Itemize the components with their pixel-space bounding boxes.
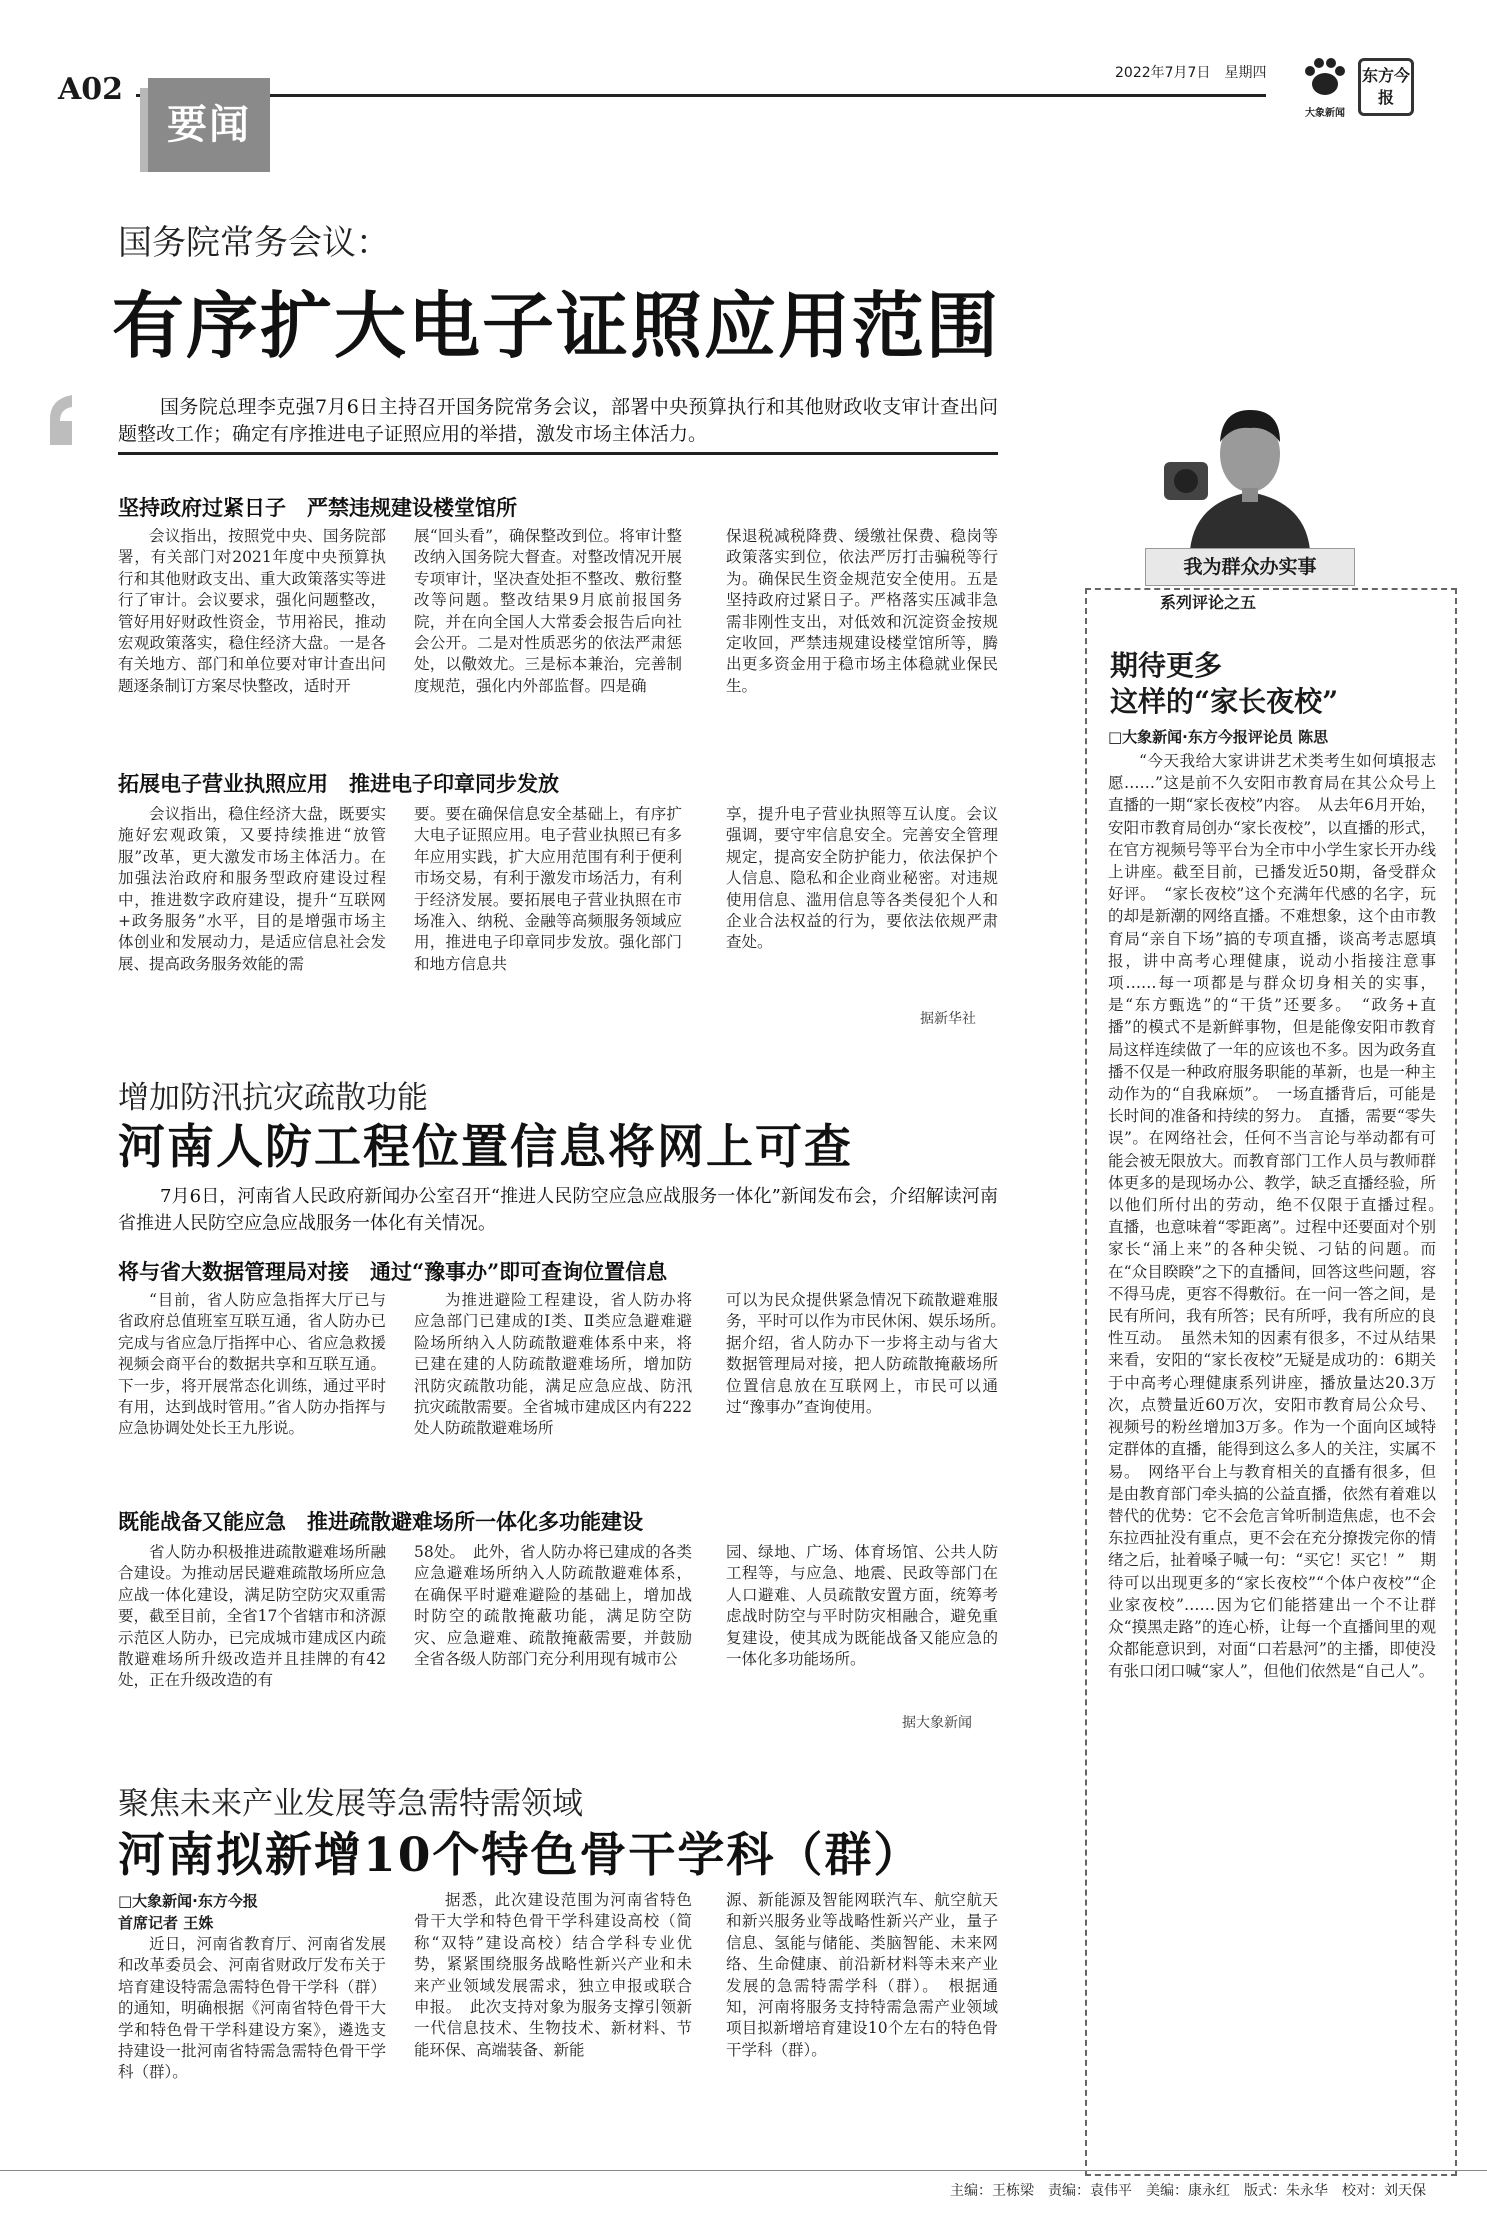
editor-credits: 主编：王栋梁 责编：袁伟平 美编：康永红 版式：朱永华 校对：刘天保 bbox=[950, 2183, 1426, 2199]
article2-sub1-col2: 为推进避险工程建设，省人防办将应急部门已建成的Ⅰ类、Ⅱ类应急避难避险场所纳入人防疏散避难体系中来，将已建在建的人防疏散避难场所，增加防汛防灾疏散功能，满足应急应战、防汛抗灾疏散需要。全省城市建成区内有222处人防疏散避难场所 bbox=[414, 1291, 692, 1438]
article2-source: 据大象新闻 bbox=[902, 1715, 972, 1731]
article1-sub1: 坚持政府过紧日子 严禁违规建设楼堂馆所 bbox=[118, 495, 517, 520]
article3-reporter: 首席记者 王姝 bbox=[118, 1914, 214, 1932]
sidebar-headline-line1: 期待更多 bbox=[1110, 649, 1223, 682]
article2-kicker: 增加防汛抗灾疏散功能 bbox=[118, 1080, 428, 1116]
article3-col2: 据悉，此次建设范围为河南省特色骨干大学和特色骨干学科建设高校（简称“双特”建设高校）结合学科专业优势，紧紧围绕服务战略性新兴产业和未来产业领域发展需求，独立申报或联合申报。 此次支持对象为服务支撑引领新一代信息技术、生物技术、新材料、节能环保、高端装备、新能 bbox=[414, 1891, 692, 2059]
daxiang-logo-text: 大象新闻 bbox=[1305, 108, 1345, 119]
footer-rule bbox=[0, 2170, 1487, 2171]
article2-sub1: 将与省大数据管理局对接 通过“豫事办”即可查询位置信息 bbox=[118, 1259, 668, 1284]
daxiang-logo bbox=[1300, 56, 1350, 119]
issue-date: 2022年7月7日 星期四 bbox=[1115, 65, 1267, 81]
article2-sub2-col1: 省人防办积极推进疏散避难场所融合建设。为推动居民避难疏散场所应急应战一体化建设，满足防空防灾双重需要，截至目前，全省17个省辖市和济源示范区人防办，已完成城市建成区内疏散避难场所升级改造并且挂牌的有42处，正在升级改造的有 bbox=[118, 1543, 386, 1690]
sidebar-byline: □大象新闻·东方今报评论员 陈思 bbox=[1108, 728, 1329, 746]
sidebar-headline bbox=[1110, 648, 1338, 720]
article3-col1: 近日，河南省教育厅、河南省发展和改革委员会、河南省财政厅发布关于培育建设特需急需特色骨干学科（群）的通知，明确根据《河南省特色骨干大学和特色骨干学科建设方案》，遴选支持建设一批河南省特需急需特色骨干学科（群）。 bbox=[118, 1935, 386, 2082]
article1-source: 据新华社 bbox=[920, 1011, 976, 1027]
page-number: A02 bbox=[58, 72, 124, 107]
article1-lead: 国务院总理李克强7月6日主持召开国务院常务会议，部署中央预算执行和其他财政收支审计查出问题整改工作；确定有序推进电子证照应用的举措，激发市场主体活力。 bbox=[118, 396, 998, 445]
article2-sub2-col2: 58处。 此外，省人防办将已建成的各类应急避难场所纳入人防疏散避难体系，在确保平时避难避险的基础上，增加战时防空的疏散掩蔽功能，满足防空防灾、应急避难、疏散掩蔽需要，并鼓励全省各级人防部门充分利用现有城市公 bbox=[414, 1543, 692, 1669]
article1-sub2-col2: 要。要在确保信息安全基础上，有序扩大电子证照应用。电子营业执照已有多年应用实践，扩大应用范围有利于便利市场交易，有利于激发市场活力，有利于经济发展。要拓展电子营业执照在市场准入、纳税、金融等高频服务领域应用，推进电子印章同步发放。强化部门和地方信息共 bbox=[414, 805, 682, 973]
article3-kicker: 聚焦未来产业发展等急需特需领域 bbox=[118, 1786, 583, 1822]
section-tab: 要闻 bbox=[148, 78, 270, 172]
article2-sub2-col3: 园、绿地、广场、体育场馆、公共人防工程等，与应急、地震、民政等部门在人口避难、人员疏散安置方面，统筹考虑战时防空与平时防灾相融合，避免重复建设，使其成为既能战备又能应急的一体化多功能场所。 bbox=[726, 1543, 998, 1669]
columnist-photo bbox=[1150, 392, 1350, 550]
sidebar-body: “今天我给大家讲讲艺术类考生如何填报志愿……”这是前不久安阳市教育局在其公众号上直播的一期“家长夜校”内容。 从去年6月开始，安阳市教育局创办“家长夜校”，以直播的形式，在官方视频号等平台为全市中小学生家长开办线上讲座。截至目前，已播发近50期，备受群众好评。 “家长夜校”这个充满年代感的名字，玩的却是新潮的网络直播。不难想象，这个由市教育局“亲自下场”搞的专项直播，谈高考志愿填报，讲中高考心理健康，说动小指接注意事项……每一项都是与群众切身相关的实事，是“东方甄选”的“干货”还要多。 “政务+直播”的模式不是新鲜事物，但是能像安阳市教育局这样连续做了一年的应该也不多。因为政务直播不仅是一种政府服务职能的革新，也是一种主动作为的“自我麻烦”。 一场直播背后，可能是长时间的准备和持续的努力。 直播，需要“零失误”。在网络社会，任何不当言论与举动都有可能会被无限放大。而教育部门工作人员与教师群体更多的是现场办公、教学，缺乏直播经验，所以他们所付出的劳动，绝不仅限于直播过程。 直播，也意味着“零距离”。过程中还要面对个别家长“涌上来”的各种尖锐、刁钻的问题。而在“众目睽睽”之下的直播间，回答这些问题，容不得马虎，更容不得敷衍。在一问一答之间，是民有所问，我有所答；民有所呼，我有所应的良性互动。 虽然未知的因素有很多，不过从结果来看，安阳的“家长夜校”无疑是成功的：6期关于中高考心理健康系列讲座，播放量达20.3万次，点赞量近60万次，安阳市教育局公众号、视频号的粉丝增加3万多。作为一个面向区域特定群体的直播，能得到这么多人的关注，实属不易。 网络平台上与教育相关的直播有很多，但是由教育部门牵头搞的公益直播，依然有着难以替代的优势：它不会危言耸听制造焦虑，也不会东拉西扯没有重点，更不会在充分撩拨完你的情绪之后，扯着嗓子喊一句：“买它！买它！” 期待可以出现更多的“家长夜校”“个体户夜校”“企业家夜校”……因为它们能搭建出一个不让群众“摸黑走路”的连心桥，让每一个直播间里的观众都能意识到，对面“口若悬河”的主播，即使没有张口闭口喊“家人”，但他们依然是“自己人”。 bbox=[1108, 752, 1452, 1681]
article1-sub2: 拓展电子营业执照应用 推进电子印章同步发放 bbox=[118, 771, 559, 796]
article2-headline: 河南人防工程位置信息将网上可查 bbox=[118, 1120, 853, 1175]
article2-lead: 7月6日，河南省人民政府新闻办公室召开“推进人民防空应急应战服务一体化”新闻发布会，介绍解读河南省推进人民防空应急应战服务一体化有关情况。 bbox=[118, 1186, 998, 1234]
header-rule bbox=[136, 94, 1266, 97]
article3-headline: 河南拟新增10个特色骨干学科（群） bbox=[118, 1828, 923, 1883]
column-series: 系列评论之五 bbox=[1160, 593, 1257, 612]
quote-icon bbox=[50, 395, 100, 445]
column-title-badge: 我为群众办实事 bbox=[1145, 548, 1355, 586]
article1-sub1-col3: 保退税减税降费、缓缴社保费、稳岗等政策落实到位，依法严厉打击骗税等行为。确保民生资金规范安全使用。五是坚持政府过紧日子。严格落实压减非急需非刚性支出，对低效和沉淀资金按规定收回，严禁违规建设楼堂馆所等，腾出更多资金用于稳市场主体稳就业保民生。 bbox=[726, 527, 998, 695]
article1-headline: 有序扩大电子证照应用范围 bbox=[112, 283, 1001, 368]
article1-sub2-col1: 会议指出，稳住经济大盘，既要实施好宏观政策，又要持续推进“放管服”改革，更大激发市场主体活力。在加强法治政府和服务型政府建设过程中，推进数字政府建设，提升“互联网+政务服务”水平，目的是增强市场主体创业和发展动力，是适应信息社会发展、提高政务服务效能的需 bbox=[118, 805, 386, 973]
dongfang-logo: 东方今报 bbox=[1358, 58, 1414, 116]
paw-icon bbox=[1300, 56, 1350, 100]
article2-sub1-col3: 可以为民众提供紧急情况下疏散避难服务，平时可以作为市民休闲、娱乐场所。 据介绍，省人防办下一步将主动与省大数据管理局对接，把人防疏散掩蔽场所位置信息放在互联网上，市民可以通过“豫事办”查询使用。 bbox=[726, 1291, 1014, 1417]
article1-sub1-col1: 会议指出，按照党中央、国务院部署，有关部门对2021年度中央预算执行和其他财政支出、重大政策落实等进行了审计。会议要求，强化问题整改，管好用好财政性资金，节用裕民，推动宏观政策落实，稳住经济大盘。一是各有关地方、部门和单位要对审计查出问题逐条制订方案尽快整改，适时开 bbox=[118, 527, 386, 695]
article3-col3: 源、新能源及智能网联汽车、航空航天和新兴服务业等战略性新兴产业，量子信息、氢能与储能、类脑智能、未来网络、生命健康、前沿新材料等未来产业发展的急需特需学科（群）。 根据通知，河南将服务支持特需急需产业领域项目拟新增培育建设10个左右的特色骨干学科（群）。 bbox=[726, 1891, 998, 2059]
article1-rule bbox=[118, 452, 998, 455]
article2-sub1-col1: “目前，省人防应急指挥大厅已与省政府总值班室互联互通，省人防办已完成与省应急厅指挥中心、省应急救援视频会商平台的数据共享和互联互通。下一步，将开展常态化训练，通过平时有用，达到战时管用。”省人防办指挥与应急协调处处长王九彤说。 bbox=[118, 1291, 386, 1438]
article1-sub2-col3: 享，提升电子营业执照等互认度。会议强调，要守牢信息安全。完善安全管理规定，提高安全防护能力，依法保护个人信息、隐私和企业商业秘密。对违规使用信息、滥用信息等各类侵犯个人和企业合法权益的行为，要依法依规严肃查处。 bbox=[726, 805, 998, 952]
article2-sub2: 既能战备又能应急 推进疏散避难场所一体化多功能建设 bbox=[118, 1509, 643, 1534]
article1-kicker: 国务院常务会议： bbox=[118, 223, 390, 263]
sidebar-headline-line2: 这样的“家长夜校” bbox=[1110, 685, 1339, 718]
article1-sub1-col2: 展“回头看”，确保整改到位。将审计整改纳入国务院大督查。对整改情况开展专项审计，坚决查处拒不整改、敷衍整改等问题。整改结果9月底前报国务院，并在向全国人大常委会报告后向社会公开。二是对性质恶劣的依法严肃惩处，以儆效尤。三是标本兼治，完善制度规范，强化内外部监督。四是确 bbox=[414, 527, 682, 695]
article3-byline: □大象新闻·东方今报 bbox=[118, 1892, 258, 1910]
